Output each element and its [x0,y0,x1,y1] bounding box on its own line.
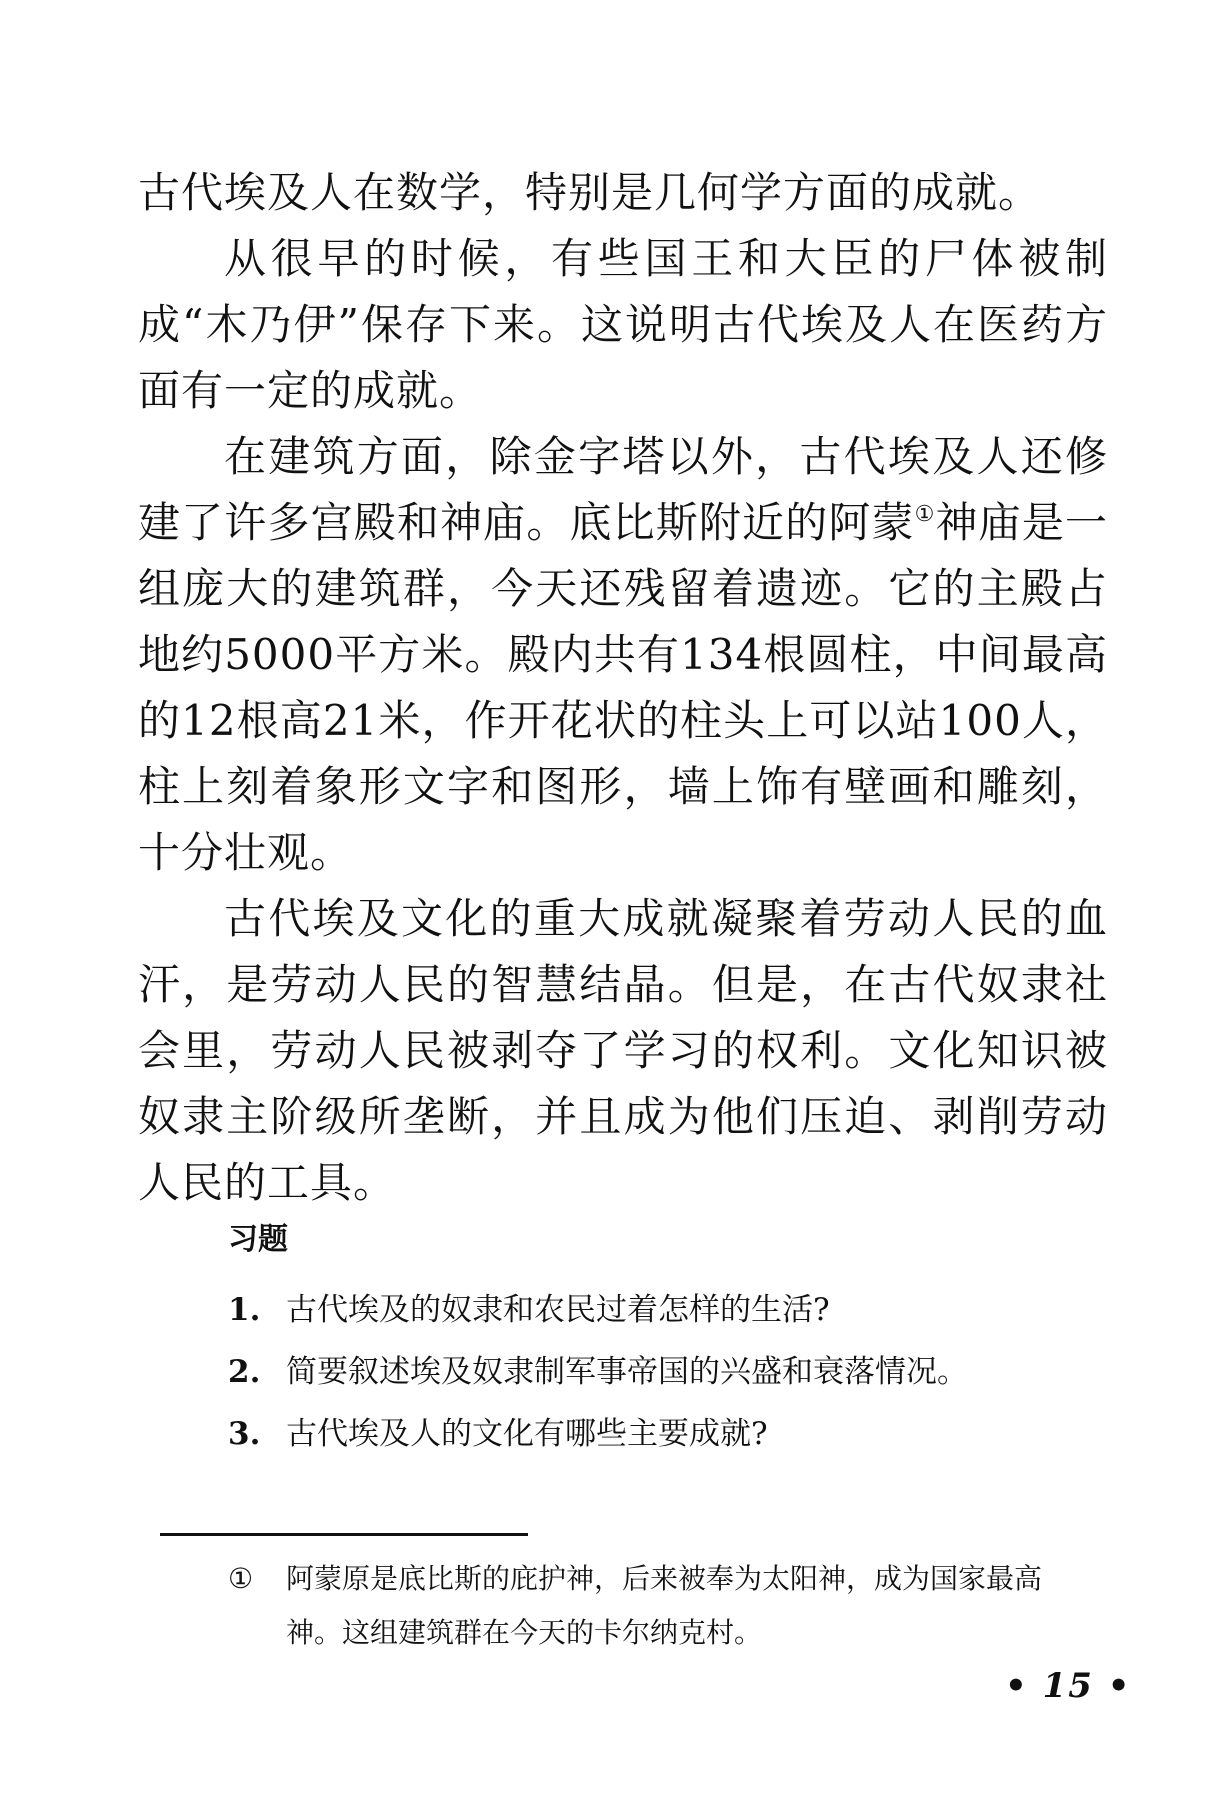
page-number: • 15 • [1005,1666,1132,1706]
exercise-text: 简要叙述埃及奴隶制军事帝国的兴盛和衰落情况。 [286,1354,968,1390]
paragraph-3-part-2: 神庙是一组庞大的建筑群，今天还残留着遗迹。它的主殿占地约5000平方米。殿内共有134根圆柱，中间最高的12根高21米，作开花状的柱头上可以站100人，柱上刻着象形文字和图形，墙上饰有壁画和雕刻，十分壮观。 [138,498,1108,877]
footnote-reference: ① [914,502,936,527]
paragraph-1: 古代埃及人在数学，特别是几何学方面的成就。 [138,168,1042,217]
exercise-number: 2. [228,1354,261,1390]
exercise-number: 3. [228,1416,261,1452]
paragraph-2: 从很早的时候，有些国王和大臣的尸体被制成“木乃伊”保存下来。这说明古代埃及人在医药方面有一定的成就。 [138,234,1108,415]
paragraph-4: 古代埃及文化的重大成就凝聚着劳动人民的血汗，是劳动人民的智慧结晶。但是，在古代奴隶社会里，劳动人民被剥夺了学习的权利。文化知识被奴隶主阶级所垄断，并且成为他们压迫、剥削劳动人民的工具。 [138,894,1108,1207]
paragraph-3 [138,424,1108,886]
exercise-text: 古代埃及的奴隶和农民过着怎样的生活? [286,1292,830,1328]
exercise-number: 1. [228,1292,261,1328]
footnote-line-1 [228,1552,1108,1606]
exercises-title: 习题 [228,1222,288,1257]
footnote-line-2: 神。这组建筑群在今天的卡尔纳克村。 [286,1616,763,1649]
exercise-item [228,1407,1108,1461]
body-text [138,160,1108,1216]
exercise-item [228,1345,1108,1399]
exercise-text: 古代埃及人的文化有哪些主要成就? [286,1416,768,1452]
footnote-divider [160,1533,528,1536]
footnote-marker: ① [228,1562,254,1595]
footnote-text-1: 阿蒙原是底比斯的庇护神，后来被奉为太阳神，成为国家最高 [286,1562,1043,1595]
exercises-section [228,1215,1108,1469]
exercise-item [228,1283,1108,1337]
footnote [228,1552,1108,1660]
paragraph-3-part-1: 在建筑方面，除金字塔以外，古代埃及人还修建了许多宫殿和神庙。底比斯附近的阿蒙 [138,432,1108,547]
